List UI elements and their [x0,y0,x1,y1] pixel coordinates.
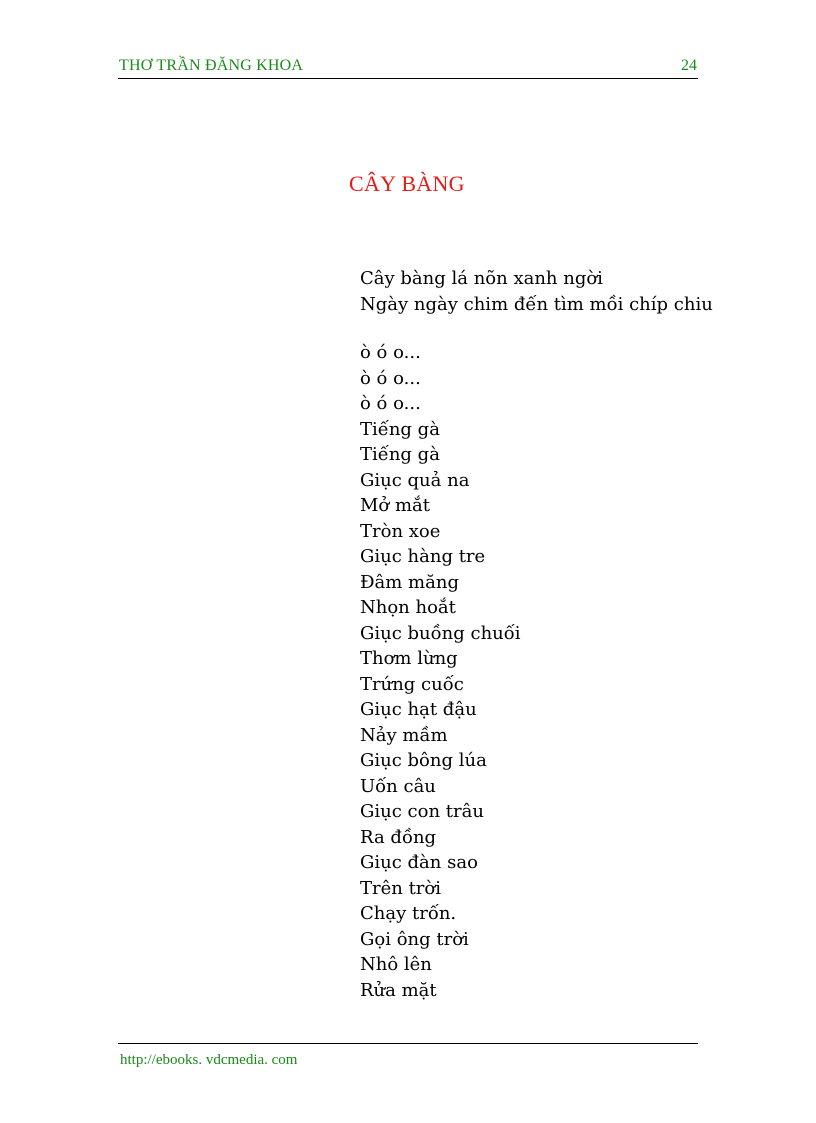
poem-line: Tiếng gà [360,444,440,465]
poem-line: Trên trời [360,877,442,899]
poem-line: Giục hàng tre [360,546,486,567]
footer-divider [118,1043,698,1044]
poem-line: Tiếng gà [360,418,440,440]
stanza-gap [360,317,713,340]
poem-line: Gọi ông trời [360,928,469,950]
footer-link[interactable]: http://ebooks. vdcmedia. com [120,1052,298,1068]
poem-line: Cây bàng lá nõn xanh ngời [360,268,603,289]
poem-line: Giục bông lúa [360,750,487,771]
poem-line: Giục quả na [360,469,470,491]
poem-title: CÂY BÀNG [349,171,465,196]
poem-line: Chạy trốn. [360,903,457,924]
page-header [118,56,698,79]
poem-line: Mở mắt [360,495,431,516]
poem-line: Giục con trâu [360,801,484,822]
poem-line: Nảy mầm [360,724,448,746]
poem-line: Ngày ngày chim đến tìm mồi chíp chiu [360,293,713,315]
poem-line: Giục buồng chuối [360,622,521,644]
poem-line: Ra đồng [360,826,437,848]
poem-line: Rửa mặt [360,979,437,1001]
poem-line: Giục hạt đậu [360,699,477,720]
poem-line: ò ó o... [360,367,421,389]
page-number: 24 [681,57,697,74]
poem-line: Trứng cuốc [360,673,464,695]
poem-body [360,266,713,1003]
poem-line: ò ó o... [360,393,421,414]
poem-line: ò ó o... [360,342,421,363]
poem-line: Tròn xoe [360,520,441,542]
poem-line: Nhô lên [360,954,432,975]
poem-line: Đâm măng [360,571,459,593]
poem-line: Nhọn hoắt [360,597,456,618]
poem-line: Giục đàn sao [360,852,478,873]
poem-line: Uốn câu [360,775,436,797]
poem-line: Thơm lừng [360,648,458,669]
book-title: THƠ TRẦN ĐĂNG KHOA [119,57,304,74]
